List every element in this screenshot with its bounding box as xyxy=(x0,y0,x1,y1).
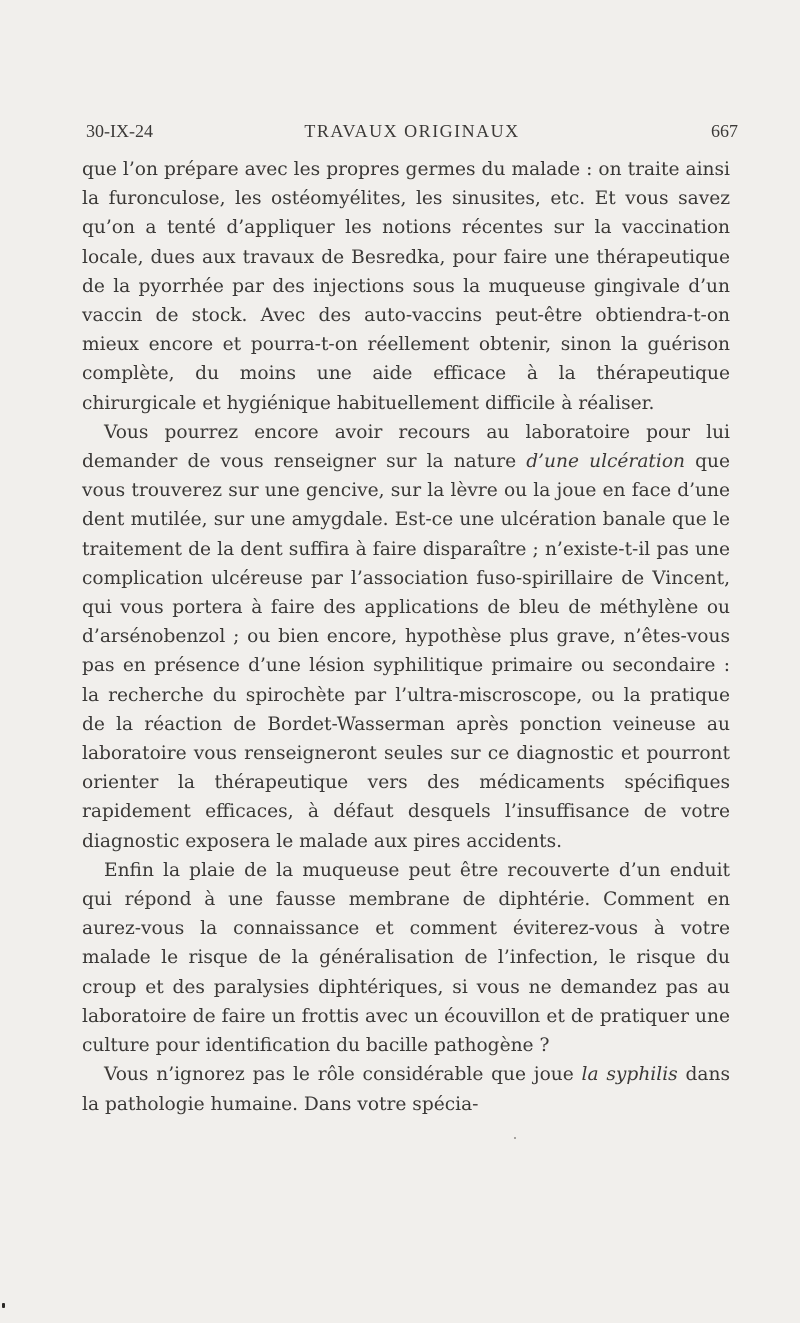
paragraph-syphilis xyxy=(82,1060,730,1118)
paragraph-text: Vous pourrez encore avoir recours au laboratoire pour lui demander de vous renseigner sur la nature xyxy=(82,421,730,473)
paragraph-continuation xyxy=(82,155,730,418)
paragraph-text: que vous trouverez sur une gencive, sur la lèvre ou la joue en face d’une dent mutilée, sur une amygdale. Est-ce une ulcération banale que le traitement de la dent suffira à faire disparaître ; n’existe-t-il pas une complication ulcéreuse par l’association fuso-spirillaire de Vincent, qui vous portera à faire des applications de bleu de méthylène ou d’arsénobenzol ; ou bien encore, hypothèse plus grave, n’êtes-vous pas en présence d’une lésion syphilitique primaire ou secondaire : la recherche du spirochète par l’ultra-miscroscope, ou la pratique de la réaction de Bordet-Wasserman après ponction veineuse au laboratoire vous renseigneront seules sur ce diagnostic et pourront orienter la thérapeutique vers des médicaments spécifiques rapidement efficaces, à défaut desquels l’insuffisance de votre diagnostic exposera le malade aux pires accidents. xyxy=(82,451,730,852)
paragraph-text: que l’on prépare avec les propres germes du malade : on traite ainsi la furonculose, les ostéomyélites, les sinusites, etc. Et vous savez qu’on a tenté d’appliquer les notions récentes sur la vaccination locale, dues aux travaux de Besredka, pour faire une thérapeutique de la pyorrhée par des injections sous la muqueuse gingivale d’un vaccin de stock. Avec des auto-vaccins peut-être obtiendra-t-on mieux encore et pourra-t-on réellement obtenir, sinon la guérison complète, du moins une aide efficace à la thérapeutique chirurgicale et hygiénique habituellement difficile à réaliser. xyxy=(82,159,730,414)
paragraph-text: dans la pathologie humaine. Dans votre spécia- xyxy=(82,1064,730,1115)
ink-speck xyxy=(514,1137,516,1139)
ink-speck xyxy=(2,1303,5,1308)
paragraph-diphtheria xyxy=(82,856,730,1060)
italic-term: la syphilis xyxy=(581,1064,678,1086)
paragraph-text: Vous n’ignorez pas le rôle considérable que joue xyxy=(104,1064,582,1086)
page-number: 667 xyxy=(711,121,738,141)
paragraph-ulceration xyxy=(82,418,730,856)
header-date: 30-IX-24 xyxy=(86,121,153,141)
paragraph-text: Enfin la plaie de la muqueuse peut être recouverte d’un enduit qui répond à une fausse membrane de diphtérie. Comment en aurez-vous la connaissance et comment éviterez-vous à votre malade le risque de la généralisation de l’infection, le risque du croup et des paralysies diphtériques, si vous ne demandez pas au laboratoire de faire un frottis avec un écouvillon et de pratiquer une culture pour identification du bacille pathogène ? xyxy=(82,859,730,1057)
article-body xyxy=(82,155,730,1119)
header-section-title: TRAVAUX ORIGINAUX xyxy=(304,121,520,141)
running-header xyxy=(86,121,738,147)
italic-term: d’une ulcération xyxy=(526,451,685,473)
